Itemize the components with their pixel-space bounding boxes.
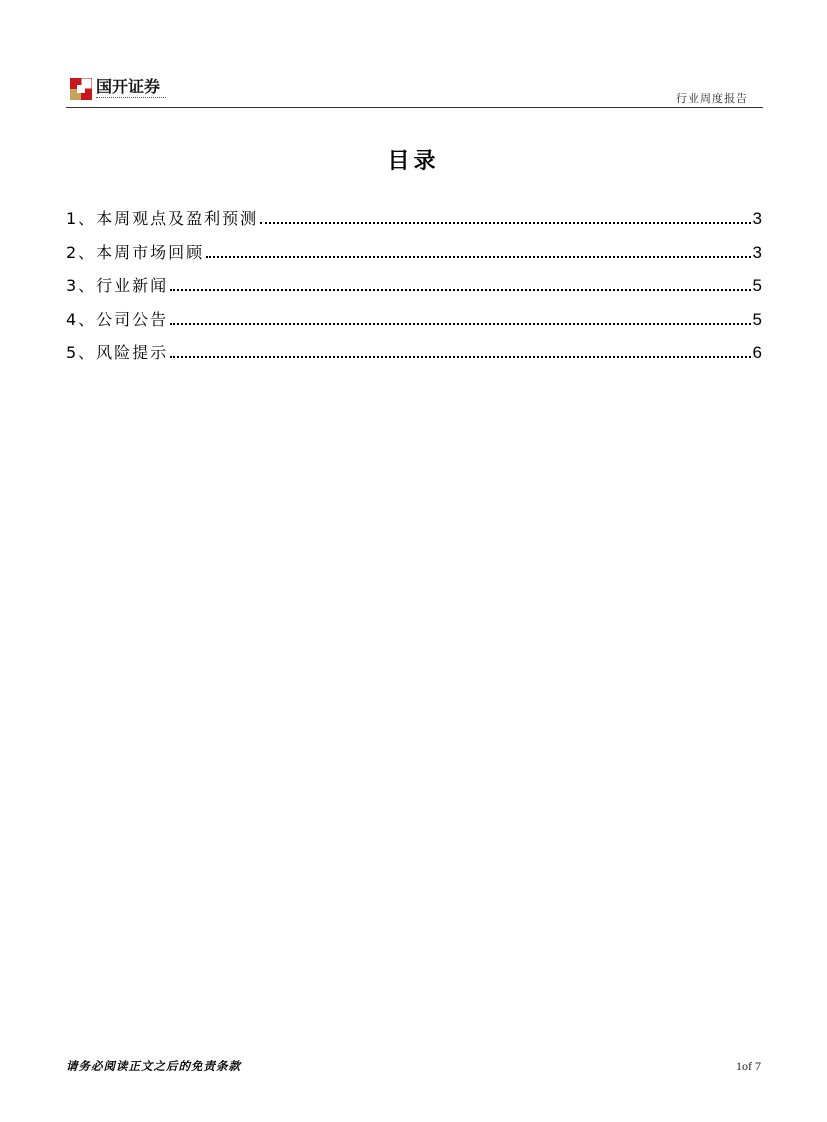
logo-name: 国开证券 [96,77,161,96]
toc-entry-page: 3 [752,209,762,228]
toc-entry[interactable] [66,206,762,240]
logo-icon [70,78,92,100]
toc-leader-dots [260,222,750,224]
toc-title: 目录 [387,149,440,174]
footer-disclaimer: 请务必阅读正文之后的免责条款 [66,1059,241,1073]
toc-entry-label: 1、本周观点及盈利预测 [66,209,259,228]
toc-entry-page: 5 [752,276,762,295]
table-of-contents [66,206,762,374]
toc-leader-dots [170,356,750,358]
page-indicator: 1of 7 [736,1059,761,1073]
toc-entry-page: 6 [752,343,762,362]
report-type: 行业周度报告 [676,92,748,105]
toc-entry-page: 5 [752,309,762,329]
toc-entry-label: 3、行业新闻 [66,276,169,295]
logo-subtitle-line [96,97,166,100]
toc-entry-label: 2、本周市场回顾 [66,242,205,262]
toc-entry[interactable] [66,340,762,374]
toc-entry-page: 3 [752,242,762,262]
toc-entry-label: 5、风险提示 [66,343,169,362]
header-divider [66,107,763,108]
toc-entry[interactable] [66,273,762,307]
toc-entry-label: 4、公司公告 [66,309,169,329]
company-logo [70,78,166,100]
toc-entry[interactable] [66,307,762,341]
page-header [66,74,762,110]
toc-entry[interactable] [66,240,762,274]
toc-leader-dots [206,256,750,258]
toc-leader-dots [170,323,750,325]
toc-leader-dots [170,289,750,291]
